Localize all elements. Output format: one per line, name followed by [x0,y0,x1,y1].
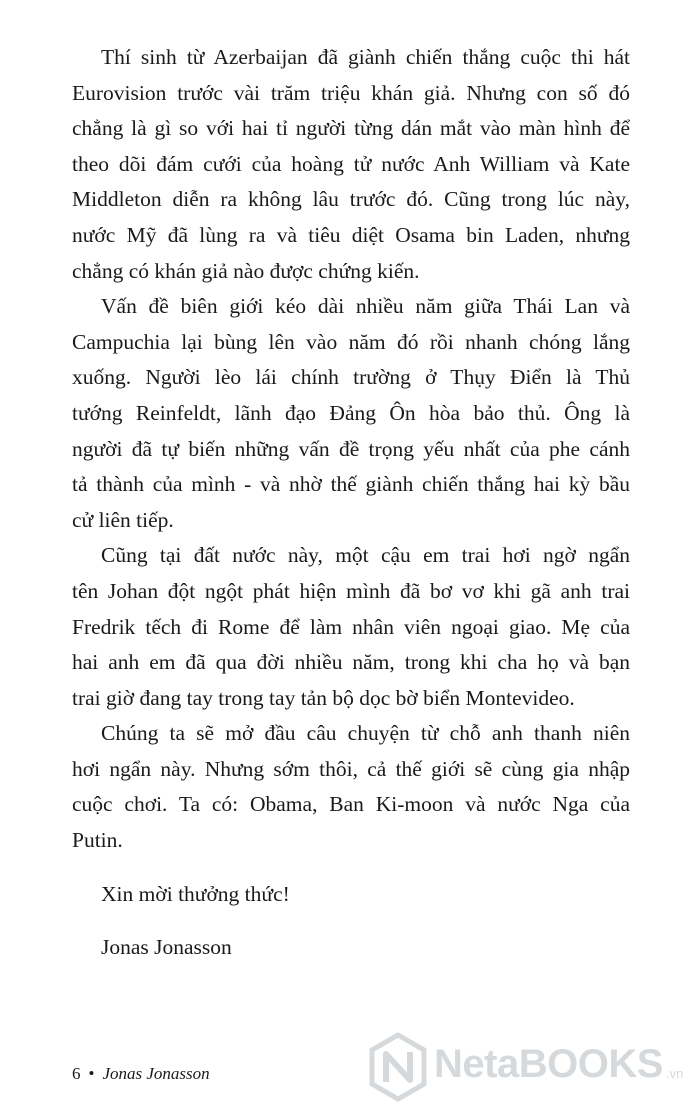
running-head: Jonas Jonasson [102,1064,210,1083]
text-line: hai anh em đã qua đời nhiều năm, trong khi cha họ và bạn [72,650,630,675]
paragraph [72,40,630,289]
author-signature: Jonas Jonasson [101,935,232,960]
text-line: Putin. [72,828,123,853]
text-line: theo dõi đám cưới của hoàng tử nước Anh William và Kate [72,151,630,176]
page-body [72,40,630,966]
netabooks-logo-icon [368,1032,428,1102]
watermark-brand: NetaBOOKS [434,1042,663,1086]
text-line: tên Johan đột ngột phát hiện mình đã bơ vơ khi gã anh trai [72,578,630,603]
text-line: Thí sinh từ Azerbaijan đã giành chiến thắng cuộc thi hát [101,45,630,69]
text-line: chẳng có khán giả nào được chứng kiến. [72,258,420,283]
text-line: chẳng là gì so với hai tỉ người từng dán mắt vào màn hình để [72,116,630,141]
watermark-suffix: .vn [666,1066,684,1081]
text-line: hơi ngẩn này. Nhưng sớm thôi, cả thế giới sẽ cùng gia nhập [72,756,630,781]
paragraph [72,538,630,716]
text-line: Cũng tại đất nước này, một cậu em trai hơi ngờ ngẩn [101,543,630,568]
text-line: xuống. Người lèo lái chính trường ở Thụy Điển là Thủ [72,365,630,390]
text-line: Vấn đề biên giới kéo dài nhiều năm giữa Thái Lan và [101,294,630,319]
text-line: trai giờ đang tay trong tay tản bộ dọc bờ biển Montevideo. [72,685,575,710]
text-line: nước Mỹ đã lùng ra và tiêu diệt Osama bin Laden, nhưng [72,222,630,247]
netabooks-watermark [368,1028,700,1108]
text-line: Chúng ta sẽ mở đầu câu chuyện từ chỗ anh thanh niên [101,721,630,746]
paragraphs [72,40,630,859]
footer-separator: • [88,1064,95,1083]
text-line: tả thành của mình - và nhờ thế giành chiến thắng hai kỳ bầu [72,472,630,497]
text-line: tướng Reinfeldt, lãnh đạo Đảng Ôn hòa bảo thủ. Ông là [72,400,630,425]
signoff-line: Xin mời thưởng thức! [101,881,290,906]
text-line: Campuchia lại bùng lên vào năm đó rồi nhanh chóng lắng [72,329,630,354]
text-line: cuộc chơi. Ta có: Obama, Ban Ki-moon và nước Nga của [72,792,630,817]
text-line: Fredrik tếch đi Rome để làm nhân viên ngoại giao. Mẹ của [72,614,630,639]
page-footer [72,1064,210,1084]
text-line: Middleton diễn ra không lâu trước đó. Cũng trong lúc này, [72,187,630,212]
paragraph [72,289,630,538]
page-number: 6 [72,1064,81,1083]
text-line: người đã tự biến những vấn đề trọng yếu nhất của phe cánh [72,436,630,461]
text-line: Eurovision trước vài trăm triệu khán giả. Nhưng con số đó [72,80,630,105]
paragraph [72,716,630,858]
text-line: cử liên tiếp. [72,507,174,532]
